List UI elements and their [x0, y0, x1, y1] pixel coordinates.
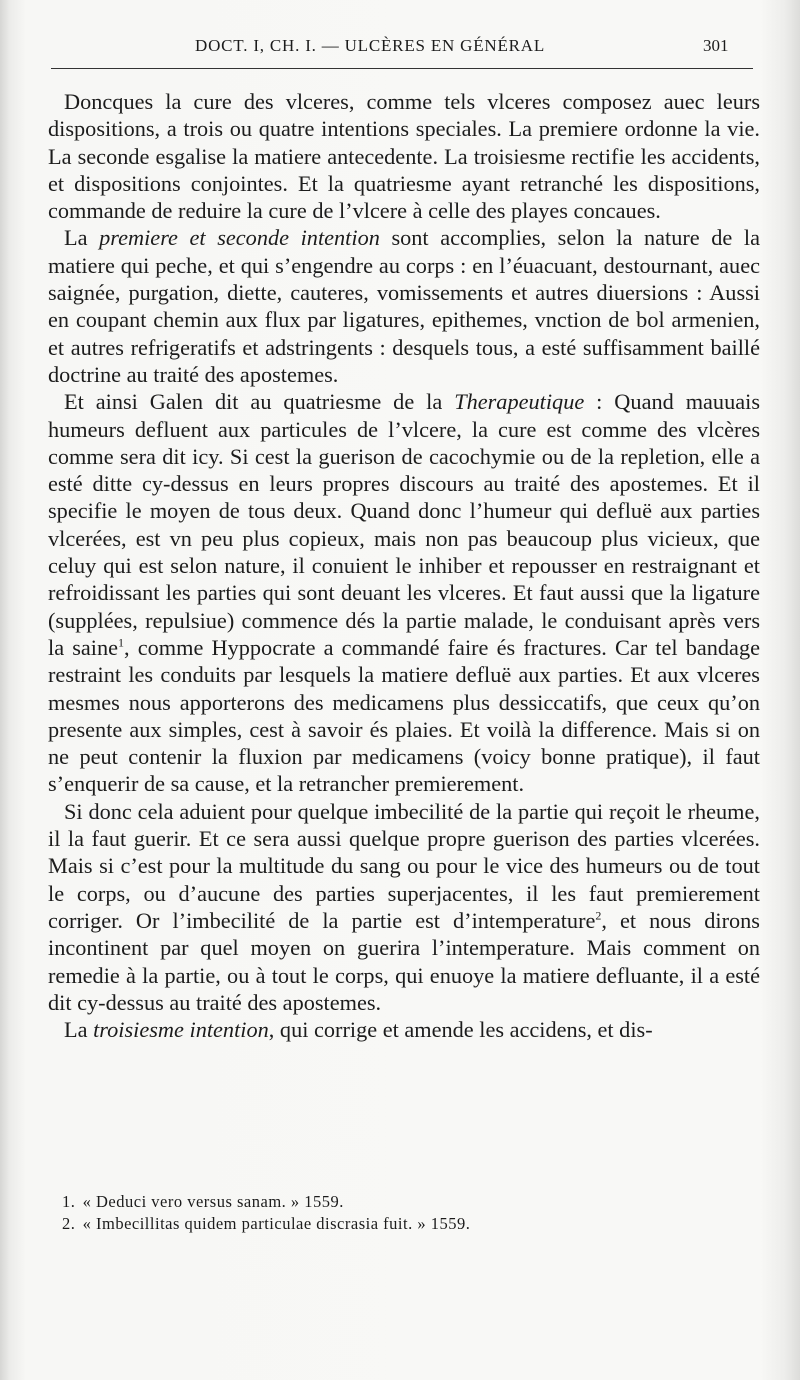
- text-run: , qui corrige et amende les accidens, et dis-: [268, 1017, 653, 1043]
- text-run: Et ainsi Galen dit au quatriesme de la: [64, 389, 455, 415]
- italic-text: premiere et seconde intention: [99, 225, 380, 251]
- footnote-number: 2.: [62, 1214, 76, 1233]
- text-run: Si donc cela aduient pour quelque imbecilité de la partie qui reçoit le rheume, il la faut guerir. Et ce sera aussi quelque propre guerison des parties vlcerées. Mais si c’est pour la multitude du sang ou pour le vice des humeurs ou de tout le corps, ou d’aucune des parties superjacentes, il les faut premierement corriger. Or l’imbecilité de la partie est d’intemperature: [48, 798, 760, 933]
- body-text: [48, 88, 760, 1043]
- paragraph: [48, 388, 760, 797]
- footnote: [62, 1191, 662, 1213]
- italic-text: Therapeutique: [454, 389, 585, 415]
- footnote-text: « Imbecillitas quidem particulae discrasia fuit. » 1559.: [78, 1214, 471, 1233]
- text-run: , comme Hyppocrate a commandé faire és fractures. Car tel bandage restraint les conduits par lesquels la matiere defluë aux parties. Et aux vlceres mesmes nous apporterons des medicamens plus dessiccatifs, que ceux qu’on presente aux simples, cest à savoir és plaies. Et voilà la difference. Mais si on ne peut contenir la fluxion par medicamens (voicy bonne pratique), il faut s’enquerir de sa cause, et la retrancher premierement.: [48, 634, 760, 797]
- text-run: : Quand mauuais humeurs defluent aux particules de l’vlcere, la cure est comme des vlcères comme sera dit icy. Si cest la guerison de cacochymie ou de la repletion, elle a esté ditte cy-dessus en leurs propres discours au traité des apostemes. Et il specifie le moyen de tous deux. Quand donc l’humeur qui defluë aux parties vlcerées, est vn peu plus copieux, mais non pas beaucoup plus vicieux, que celuy qui est selon nature, il conuient le inhiber et repousser en restraignant et refroidissant les parties qui sont deuant les vlceres. Et faut aussi que la ligature (supplées, repulsiue) commence dés la partie malade, le conduisant après vers la saine: [48, 389, 760, 660]
- text-run: La: [64, 225, 100, 251]
- text-run: sont accomplies, selon la nature de la matiere qui peche, et qui s’engendre au corps : en l’éuacuant, destournant, auec saignée, purgation, diette, cauteres, vomissements et autres diuersions : Aussi en coupant chemin aux flux par ligatures, epithemes, vnction de bol armenien, et autres refrigeratifs et adstringents : desquels tous, a esté suffisamment baillé doctrine au traité des apostemes.: [48, 225, 761, 387]
- footnote-ref: 2: [595, 908, 602, 923]
- page-number: 301: [703, 36, 729, 55]
- text-run: , et nous dirons incontinent par quel moyen on guerira l’intemperature. Mais comment on remedie à la partie, ou à tout le corps, qui enuoye la matiere defluante, il a esté dit cy-dessus au traité des apostemes.: [48, 907, 760, 1015]
- header-rule: [51, 68, 753, 69]
- footnote-ref: 1: [118, 635, 125, 650]
- footnote-number: 1.: [62, 1192, 76, 1211]
- paragraph: [48, 224, 760, 388]
- paragraph: [48, 88, 760, 224]
- italic-text: troisiesme intention: [93, 1017, 269, 1043]
- footnote-text: « Deduci vero versus sanam. » 1559.: [78, 1192, 344, 1211]
- paragraph: [48, 1016, 760, 1043]
- footnote: [62, 1213, 662, 1235]
- running-head: DOCT. I, CH. I. — ULCÈRES EN GÉNÉRAL: [195, 36, 546, 55]
- text-run: Doncques la cure des vlceres, comme tels vlceres composez auec leurs dispositions, a trois ou quatre intentions speciales. La premiere ordonne la vie. La seconde esgalise la matiere antecedente. La troisiesme rectifie les accidents, et dispositions conjointes. Et la quatriesme ayant retranché les dispositions, commande de reduire la cure de l’vlcere à celle des playes concaues.: [48, 89, 760, 224]
- footnotes: [62, 1191, 662, 1235]
- paragraph: [48, 798, 760, 1016]
- text-run: La: [64, 1017, 94, 1043]
